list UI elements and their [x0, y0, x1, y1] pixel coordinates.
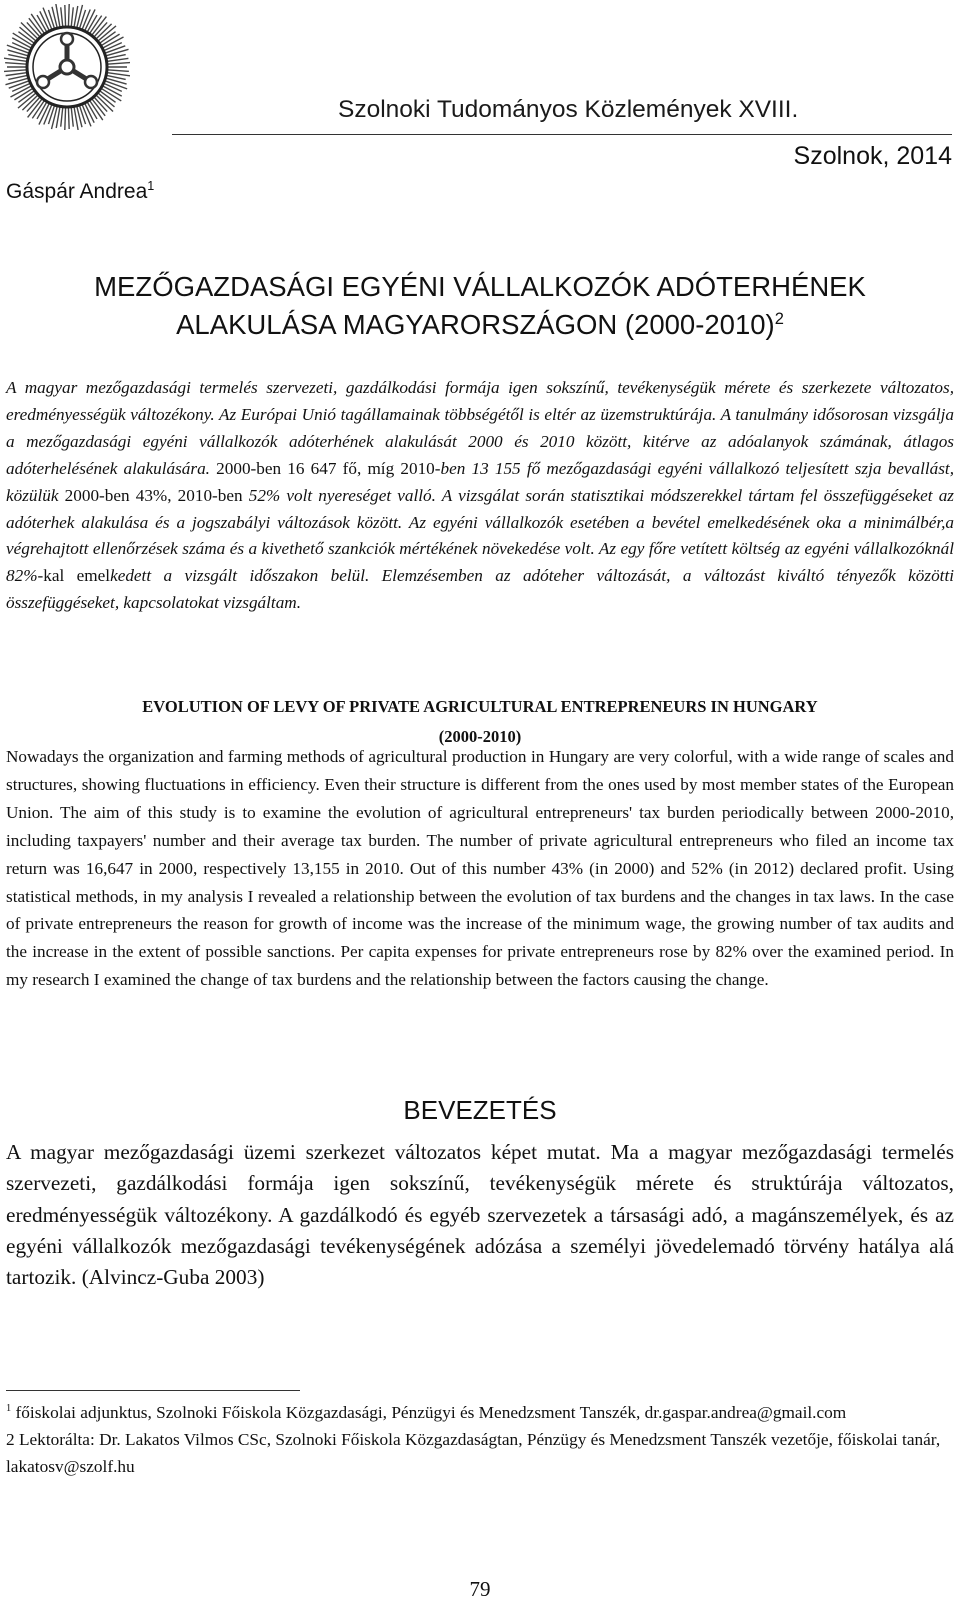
- author-name: [6, 180, 154, 204]
- author-text: Gáspár Andrea: [6, 180, 148, 203]
- abstract-hu-n2000: 2000: [216, 458, 251, 478]
- paper-title: [0, 268, 960, 344]
- header-divider: [172, 134, 952, 135]
- abstract-hu-kal: kal: [43, 566, 65, 586]
- abstract-hu-t3: ben 43%,: [104, 485, 178, 505]
- footnote-2: 2 Lektorálta: Dr. Lakatos Vilmos CSc, Szolnoki Főiskola Közgazdaságtan, Pénzügy és Menedzsment Tanszék vezetője, főiskolai tanár, lakatosv@szolf.hu: [6, 1429, 941, 1476]
- page-number: 79: [469, 1577, 491, 1601]
- paper-title-line2: ALAKULÁSA MAGYARORSZÁGON (2000-2010): [176, 309, 775, 340]
- abstract-hu-t1: -ben 16 647 fő, míg: [250, 458, 401, 478]
- abstract-hu-t2: -ben 13 155 fő mezőgazdasági egyéni vállalkozó teljesített szja bevallást, közülük: [6, 458, 954, 505]
- intro-paragraph: A magyar mezőgazdasági üzemi szerkezet változatos képet mutat. Ma a magyar mezőgazdasági termelés szervezeti, gazdálkodási formája igen sokszínű, tevékenységük mérete és struktúrája változatos, eredményességük változékony. A gazdálkodó és egyéb szervezetek a társasági adó, a magánszemélyek, és az egyéni vállalkozók mezőgazdasági tevékenységének adózása a személyi jövedelemadó törvény hatálya alá tartozik. (Alvincz-Guba 2003): [6, 1140, 954, 1290]
- journal-emblem-icon: [4, 4, 130, 130]
- footnote-1-text: főiskolai adjunktus, Szolnoki Főiskola Közgazdasági, Pénzügyi és Menedzsment Tanszék, dr.gaspar.andrea@gmail.com: [11, 1403, 847, 1422]
- section-heading-intro: BEVEZETÉS: [403, 1095, 557, 1125]
- footnote-1: [6, 1400, 954, 1427]
- abstract-hungarian: [6, 375, 954, 617]
- abstract-hu-n2000b: 2000-: [64, 485, 105, 505]
- journal-title: Szolnoki Tudományos Közlemények XVIII.: [338, 96, 799, 123]
- abstract-hu-n2010b: 2010-ben: [177, 485, 243, 505]
- abstract-hu-t4: 52% volt nyereséget valló. A vizsgálat során statisztikai módszerekkel tártam fel összefüggéseket az adóterhek alakulása és a jogszabályi változások között. Az egyéni vállalkozók esetében a bevétel emelkedésének oka a minimálbér,a végrehajtott ellenőrzések száma és a kivethető szankciók mértékének növekedése volt. Az egy főre vetített költség az egyéni vállalkozóknál 82%-: [6, 485, 954, 586]
- abstract-hu-t6: kedett a vizsgált időszakon belül. Elemzésemben az adóteher változását, a változást kiváltó tényezők közötti összefüggéseket, kapcsolatokat vizsgáltam.: [6, 566, 955, 613]
- abstract-hu-n2010: 2010: [400, 458, 435, 478]
- title-footnote-mark: 2: [774, 309, 784, 328]
- abstract-english: Nowadays the organization and farming methods of agricultural production in Hungary are very colorful, with a wide range of scales and structures, showing fluctuations in efficiency. Even their structure is different from the ones used by most member states of the European Union. The aim of this study is to examine the evolution of agricultural entrepreneurs' tax burden periodically between 2000-2010, including taxpayers' number and their average tax burden. The number of private agricultural entrepreneurs who filed an income tax return was 16,647 in 2000, respectively 13,155 in 2010. Out of this number 43% (in 2000) and 52% (in 2012) declared profit. Using statistical methods, in my analysis I revealed a relationship between the evolution of tax burdens and the changes in tax laws. In the case of private entrepreneurs the reason for growth of income was the increase of the minimum wage, the growing number of tax audits and the increase in the extent of possible sanctions. Per capita expenses for private entrepreneurs rose by 82% over the examined period. In my research I examined the change of tax burdens and the relationship between the factors causing the change.: [6, 747, 954, 990]
- paper-title-line2-wrap: [0, 306, 960, 344]
- footnote-1-mark: 1: [6, 1403, 12, 1415]
- english-title-line2: (2000-2010): [438, 727, 522, 746]
- footnote-divider: [6, 1390, 300, 1391]
- abstract-hu-t5: emel: [64, 566, 111, 586]
- paper-title-line1: MEZŐGAZDASÁGI EGYÉNI VÁLLALKOZÓK ADÓTERHÉNEK: [94, 271, 866, 302]
- english-title-line1: EVOLUTION OF LEVY OF PRIVATE AGRICULTURAL ENTREPRENEURS IN HUNGARY: [142, 697, 818, 716]
- footnotes: [6, 1400, 954, 1480]
- author-footnote-mark: 1: [147, 179, 155, 193]
- abstract-hu-p1: A magyar mezőgazdasági termelés szervezeti, gazdálkodási formája igen sokszínű, tevékenységük mérete és szerkezete változatos, eredményességük változékony. Az Európai Unió tagállamainak többségétől is eltér az üzemstruktúrája. A tanulmány idősorosan vizsgálja a mezőgazdasági egyéni vállalkozók adóterhének alakulását 2000 és 2010 között, kitérve az adóalanyok számának, átlagos adóterhelésének alakulására.: [6, 378, 954, 478]
- place-year: Szolnok, 2014: [793, 142, 952, 170]
